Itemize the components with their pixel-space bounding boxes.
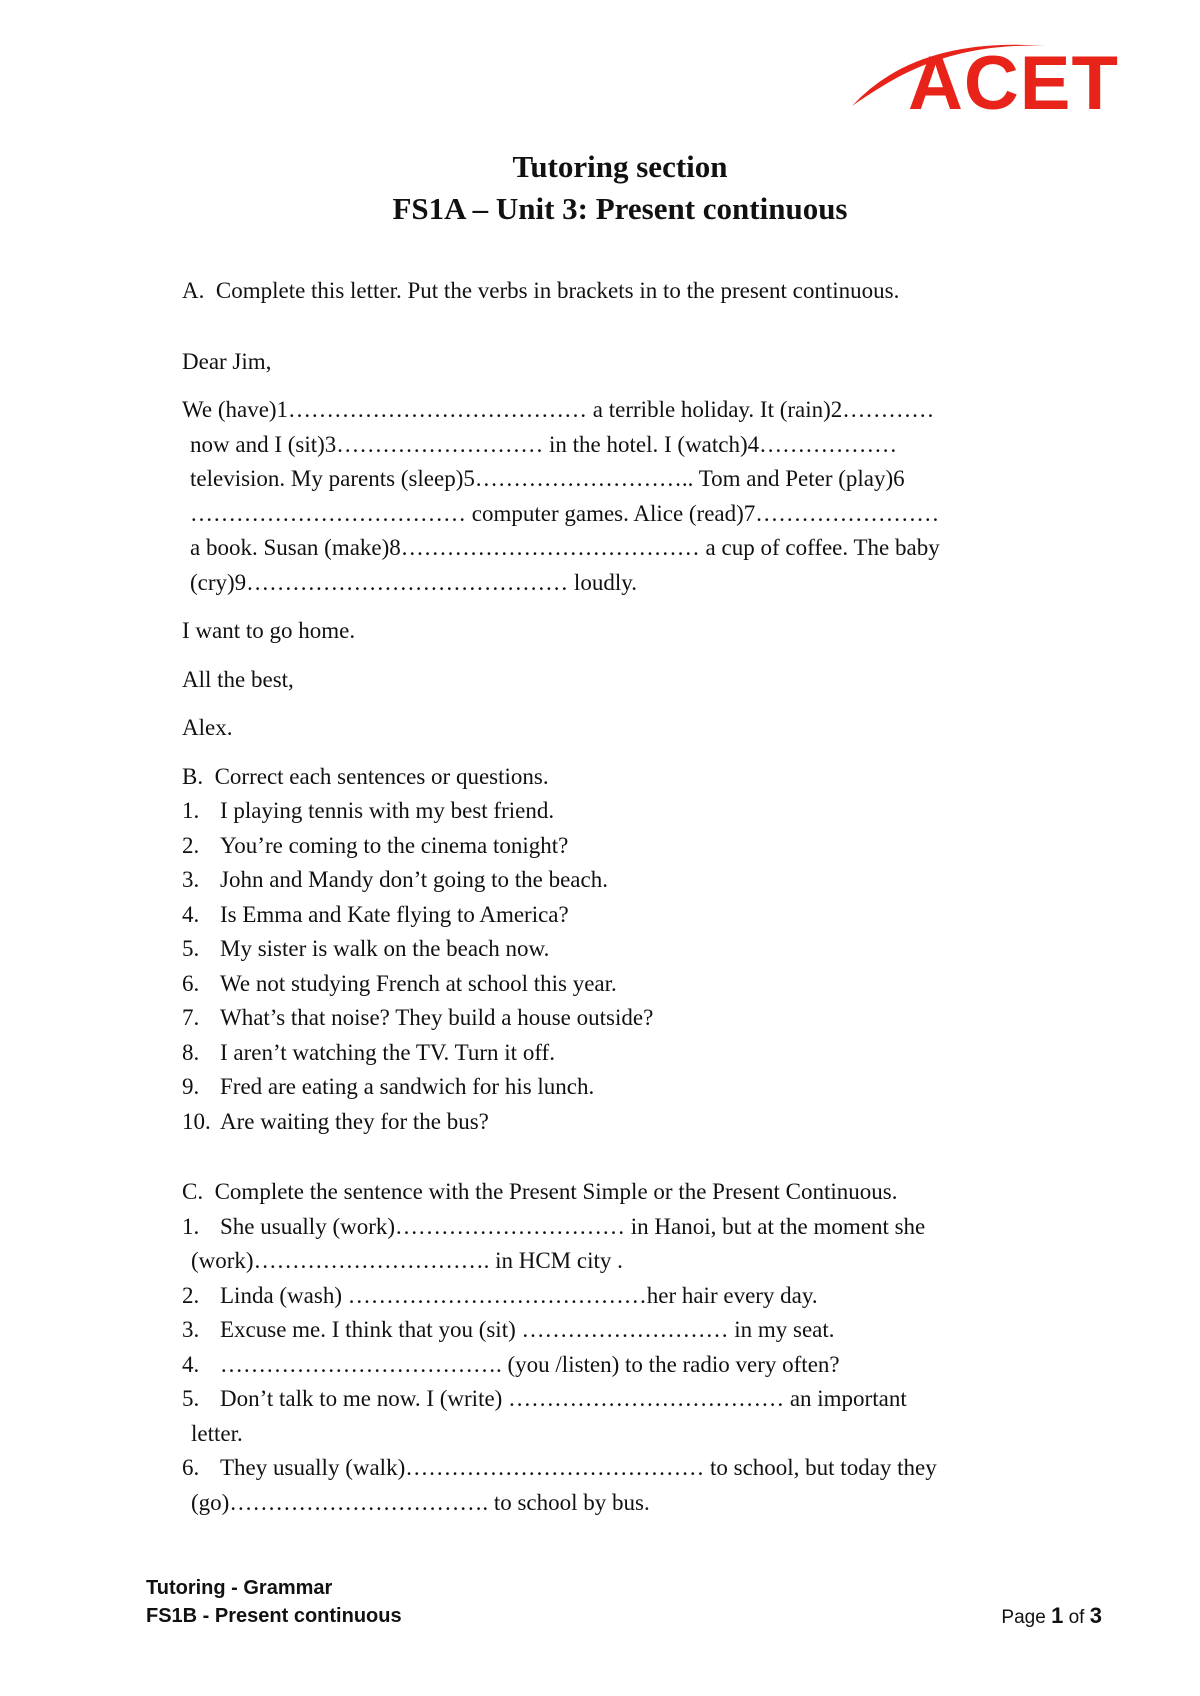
letter-closing-1: I want to go home. <box>182 618 356 643</box>
list-item: 2. You’re coming to the cinema tonight? <box>182 832 569 858</box>
letter-line: television. My parents (sleep)5……………………….. Tom and Peter (play)6 <box>190 466 905 491</box>
letter-signature: Alex. <box>182 715 233 740</box>
page-footer <box>146 1574 1102 1630</box>
list-item: 5. My sister is walk on the beach now. <box>182 936 550 961</box>
list-item: 1. She usually (work)………………………… in Hanoi, but at the moment she <box>182 1213 926 1239</box>
page-number: Page 1 of 3 <box>1001 1603 1102 1628</box>
list-item: 8. I aren’t watching the TV. Turn it off. <box>182 1039 555 1065</box>
logo-text: ACET <box>908 41 1119 126</box>
title-line-1: Tutoring section <box>512 149 728 184</box>
footer-line-2: FS1B - Present continuous <box>146 1605 402 1627</box>
acet-logo <box>846 34 1126 134</box>
title-line-2: FS1A – Unit 3: Present continuous <box>392 191 848 226</box>
section-c-list <box>182 1210 1062 1521</box>
list-item: 3. Excuse me. I think that you (sit) ……………………… in my seat. <box>182 1317 835 1342</box>
letter-body <box>182 393 1062 600</box>
list-item-continuation: (work)…………………………. in HCM city . <box>191 1248 623 1273</box>
list-item: 6. We not studying French at school this year. <box>182 970 617 996</box>
letter-greeting: Dear Jim, <box>182 348 272 374</box>
letter-line: (cry)9…………………………………… loudly. <box>190 569 637 595</box>
letter-line: now and I (sit)3……………………… in the hotel. I (watch)4……………… <box>190 431 898 457</box>
list-item: 2. Linda (wash) …………………………………her hair every day. <box>182 1282 818 1308</box>
list-item: 3. John and Mandy don’t going to the beach. <box>182 867 608 892</box>
letter-line: ……………………………… computer games. Alice (read)7…………………… <box>190 500 940 526</box>
list-item: 4. Is Emma and Kate flying to America? <box>182 901 569 927</box>
list-item-continuation: (go)……………………………. to school by bus. <box>191 1489 650 1515</box>
list-item: 1. I playing tennis with my best friend. <box>182 798 555 823</box>
list-item: 5. Don’t talk to me now. I (write) ……………………………… an important <box>182 1386 907 1411</box>
letter-line: We (have)1………………………………… a terrible holiday. It (rain)2………… <box>182 397 935 422</box>
section-a-heading: A. Complete this letter. Put the verbs in brackets in to the present continuous. <box>182 278 900 303</box>
section-b-heading: B. Correct each sentences or questions. <box>182 763 549 789</box>
list-item: 4. ………………………………. (you /listen) to the radio very often? <box>182 1351 840 1377</box>
footer-line-1: Tutoring - Grammar <box>146 1577 333 1599</box>
letter-closing-2: All the best, <box>182 666 294 692</box>
section-c-heading: C. Complete the sentence with the Present Simple or the Present Continuous. <box>182 1179 898 1204</box>
document-title <box>0 146 1200 230</box>
list-item-continuation: letter. <box>191 1420 243 1446</box>
letter-line: a book. Susan (make)8………………………………… a cup of coffee. The baby <box>190 535 940 560</box>
list-item: 9. Fred are eating a sandwich for his lunch. <box>182 1074 595 1099</box>
list-item: 6. They usually (walk)………………………………… to school, but today they <box>182 1455 937 1480</box>
list-item: 7. What’s that noise? They build a house outside? <box>182 1005 654 1030</box>
list-item: 10. Are waiting they for the bus? <box>182 1108 489 1134</box>
section-b-list <box>182 794 1062 1139</box>
document-body <box>182 274 1062 1520</box>
